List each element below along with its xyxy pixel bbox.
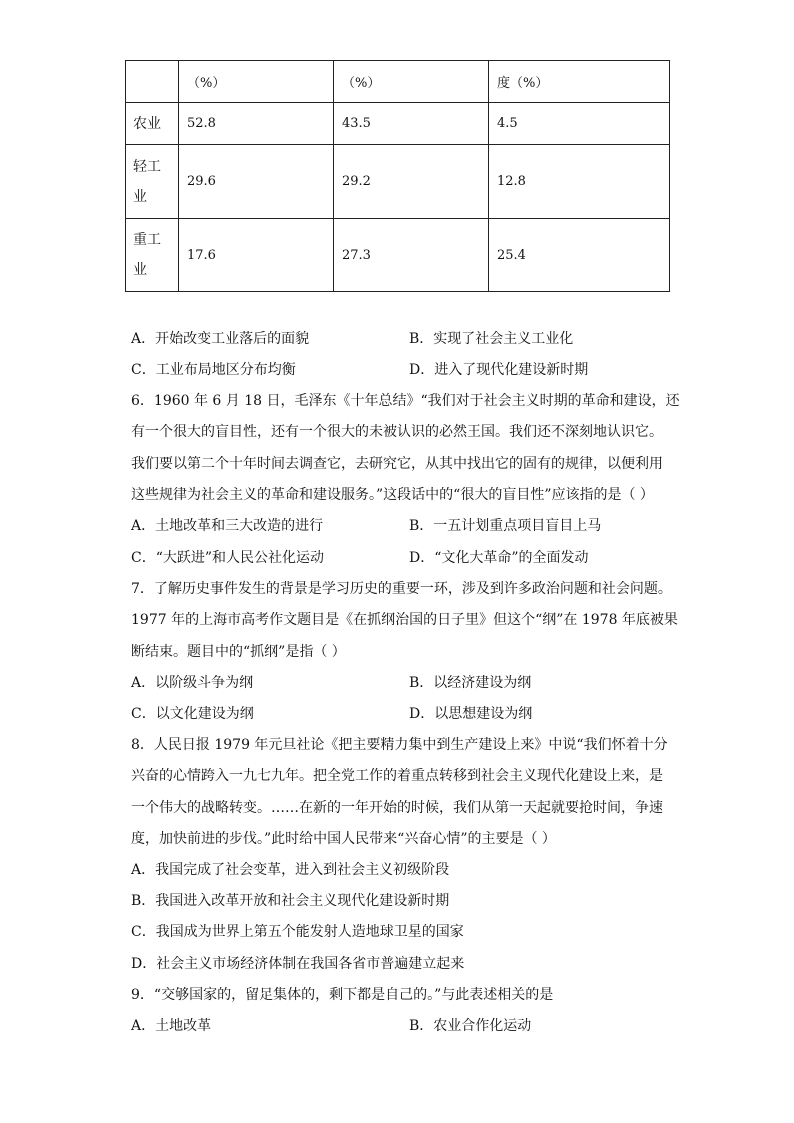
q6-options-row <box>131 542 671 574</box>
q7-option-a[interactable]: A．以阶级斗争为纲 <box>131 675 254 691</box>
stem-line: 兴奋的心情跨入一九七九年。把全党工作的着重点转移到社会主义现代化建设上来，是 <box>131 768 663 785</box>
q7-option-d[interactable]: D．以思想建设为纲 <box>409 706 533 722</box>
stem-line: 这些规律为社会主义的革命和建设服务。”这段话中的“很大的盲目性”应该指的是（ ） <box>131 486 654 503</box>
q7-option-c[interactable]: C．以文化建设为纲 <box>131 706 254 722</box>
q6-option-c[interactable]: C．“大跃进”和人民公社化运动 <box>131 550 325 566</box>
q5-option-c[interactable]: C．工业布局地区分布均衡 <box>131 362 296 378</box>
q5-option-a[interactable]: A．开始改变工业落后的面貌 <box>131 331 310 347</box>
stem-line: 7．了解历史事件发生的背景是学习历史的重要一环，涉及到许多政治问题和社会问题。 <box>131 581 672 597</box>
stem-line: 8．人民日报 1979 年元旦社论《把主要精力集中到生产建设上来》中说“我们怀着十分 <box>131 737 668 753</box>
table-cell: 29.2 <box>334 145 489 219</box>
q6-options-row <box>131 510 671 542</box>
q8-option-c[interactable]: C．我国成为世界上第五个能发射人造地球卫星的国家 <box>131 924 464 940</box>
table-cell: 25.4 <box>489 219 670 292</box>
table-header-cell <box>126 61 179 103</box>
table-cell: 52.8 <box>179 103 334 145</box>
stem-line: 6．1960 年 6 月 18 日，毛泽东《十年总结》“我们对于社会主义时期的革命和建设，还 <box>131 393 680 409</box>
q8-option-b[interactable]: B．我国进入改革开放和社会主义现代化建设新时期 <box>131 893 450 909</box>
table-header-row <box>126 61 670 103</box>
q5-options-row <box>131 323 671 355</box>
stem-line: 有一个很大的盲目性，还有一个很大的未被认识的必然王国。我们还不深刻地认识它。 <box>131 424 663 441</box>
table-header-cell: （%） <box>334 61 489 103</box>
table-header-cell: （%） <box>179 61 334 103</box>
table-cell: 27.3 <box>334 219 489 292</box>
table-cell: 4.5 <box>489 103 670 145</box>
row-label-line: 业 <box>133 188 147 205</box>
row-label-line: 重工 <box>133 232 161 248</box>
q5-option-d[interactable]: D．进入了现代化建设新时期 <box>409 362 589 378</box>
table-cell: 17.6 <box>179 219 334 292</box>
q6-option-d[interactable]: D．“文化大革命”的全面发动 <box>409 550 589 566</box>
question-9-stem: 9．“交够国家的，留足集体的，剩下都是自己的。”与此表述相关的是 <box>131 987 554 1003</box>
table-row <box>126 219 670 292</box>
row-label <box>126 145 179 219</box>
table-row <box>126 145 670 219</box>
q8-option-a[interactable]: A．我国完成了社会变革，进入到社会主义初级阶段 <box>131 862 450 878</box>
stem-line: 一个伟大的战略转变。……在新的一年开始的时候，我们从第一天起就要抢时间，争速 <box>131 799 663 816</box>
q9-option-a[interactable]: A．土地改革 <box>131 1018 212 1034</box>
question-7-stem <box>131 574 678 668</box>
q6-option-b[interactable]: B．一五计划重点项目盲目上马 <box>409 518 602 534</box>
table-cell: 29.6 <box>179 145 334 219</box>
q5-option-b[interactable]: B．实现了社会主义工业化 <box>409 331 574 347</box>
question-6-stem <box>131 386 680 511</box>
stem-line: 我们要以第二个十年时间去调查它，去研究它，从其中找出它的固有的规律，以便利用 <box>131 455 663 472</box>
q9-option-b[interactable]: B．农业合作化运动 <box>409 1018 532 1034</box>
stem-line: 度，加快前进的步伐。”此时给中国人民带来“兴奋心情”的主要是（ ） <box>131 830 556 847</box>
table-header-cell: 度（%） <box>489 61 670 103</box>
row-label-line: 轻工 <box>133 158 161 175</box>
row-label <box>126 219 179 292</box>
row-label-line: 业 <box>133 262 147 278</box>
q6-option-a[interactable]: A．土地改革和三大改造的进行 <box>131 518 324 534</box>
table-cell: 43.5 <box>334 103 489 145</box>
stem-line: 1977 年的上海市高考作文题目是《在抓纲治国的日子里》但这个“纲”在 1978 年底被果 <box>131 612 678 629</box>
row-label: 农业 <box>126 103 179 145</box>
statistics-table <box>125 60 670 292</box>
table-row <box>126 103 670 145</box>
question-8-stem <box>131 730 671 855</box>
q7-options-row <box>131 667 671 699</box>
q7-options-row <box>131 698 671 730</box>
q9-options-row <box>131 1010 671 1042</box>
q5-options-row <box>131 354 671 386</box>
stem-line: 断结束。题目中的“抓纲”是指（ ） <box>131 643 346 660</box>
q8-option-d[interactable]: D．社会主义市场经济体制在我国各省市普遍建立起来 <box>131 956 465 972</box>
q7-option-b[interactable]: B．以经济建设为纲 <box>409 675 532 691</box>
table-cell: 12.8 <box>489 145 670 219</box>
